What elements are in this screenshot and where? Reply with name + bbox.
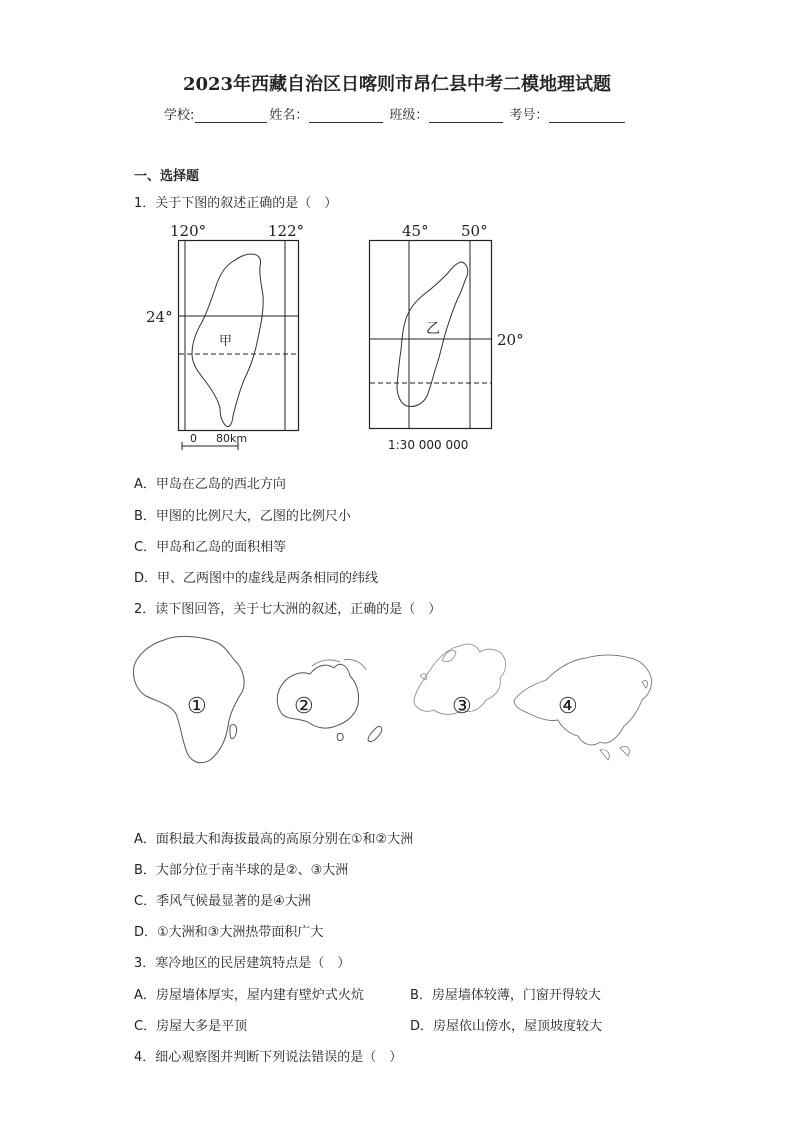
q3-option-d[interactable]: D．房屋依山傍水，屋顶坡度较大	[410, 1019, 603, 1034]
section-title: 一、选择题	[134, 169, 200, 184]
australia-outline	[277, 664, 358, 728]
name-label: 姓名：	[269, 108, 309, 123]
q2-option-a[interactable]: A．面积最大和海拔最高的高原分别在①和②大洲	[134, 832, 414, 847]
q1-option-b[interactable]: B．甲图的比例尺大，乙图的比例尺小	[134, 509, 351, 524]
map-b-lon-left: 45°	[402, 222, 429, 240]
q2-stem: 2．读下图回答，关于七大洲的叙述，正确的是（ ）	[134, 602, 442, 617]
q2-option-c[interactable]: C．季风气候最显著的是④大洲	[134, 894, 311, 909]
map-a-scale-zero: 0	[190, 432, 197, 445]
name-blank[interactable]	[309, 108, 383, 123]
continent-label-4: ④	[558, 694, 578, 719]
q2-option-b[interactable]: B．大部分位于南半球的是②、③大洲	[134, 863, 349, 878]
school-label: 学校:	[164, 108, 195, 123]
map-a-lon-right: 122°	[268, 222, 305, 240]
map-a-scale-dist: 80km	[216, 432, 248, 445]
q4-stem: 4．细心观察图并判断下列说法错误的是（ ）	[134, 1050, 403, 1065]
q3-stem: 3．寒冷地区的民居建筑特点是（ ）	[134, 956, 351, 971]
page-title: 2023年西藏自治区日喀则市昂仁县中考二模地理试题	[182, 74, 612, 95]
continent-label-1: ①	[187, 694, 207, 719]
continent-label-2: ②	[294, 694, 314, 719]
map-b-scale-text: 1:30 000 000	[388, 438, 469, 452]
q1-option-d[interactable]: D．甲、乙两图中的虚线是两条相同的纬线	[134, 571, 379, 586]
continents-figure	[130, 630, 665, 790]
student-info-row	[164, 104, 627, 123]
map-a-island-label: 甲	[219, 334, 233, 349]
q2-option-d[interactable]: D．①大洲和③大洲热带面积广大	[134, 925, 324, 940]
map-a-frame	[178, 240, 300, 432]
school-blank[interactable]	[195, 108, 267, 123]
q1-stem: 1．关于下图的叙述正确的是（ ）	[134, 196, 338, 211]
map-a-lat: 24°	[146, 308, 173, 326]
map-a-lon-left: 120°	[170, 222, 207, 240]
q3-option-c[interactable]: C．房屋大多是平顶	[134, 1019, 248, 1034]
continent-label-3: ③	[452, 694, 472, 719]
class-label: 班级：	[389, 108, 429, 123]
q1-option-a[interactable]: A．甲岛在乙岛的西北方向	[134, 477, 286, 492]
exam-no-blank[interactable]	[549, 108, 625, 123]
map-b-island-label: 乙	[426, 321, 440, 337]
map-b-lat: 20°	[497, 331, 524, 349]
q3-option-a[interactable]: A．房屋墙体厚实，屋内建有壁炉式火炕	[134, 988, 364, 1003]
map-b-lon-right: 50°	[461, 222, 488, 240]
q3-option-b[interactable]: B．房屋墙体较薄，门窗开得较大	[410, 988, 601, 1003]
q1-option-c[interactable]: C．甲岛和乙岛的面积相等	[134, 540, 287, 555]
exam-no-label: 考号：	[509, 108, 549, 123]
asia-outline	[514, 655, 652, 745]
class-blank[interactable]	[429, 108, 503, 123]
